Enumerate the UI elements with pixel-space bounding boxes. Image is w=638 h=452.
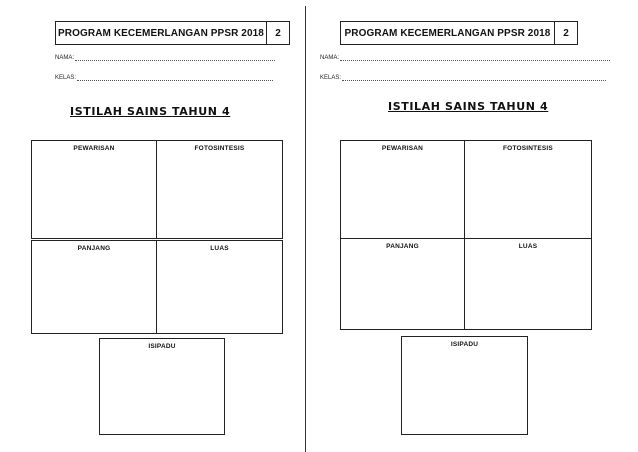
box-pewarisan[interactable] xyxy=(31,140,157,239)
class-field[interactable] xyxy=(320,75,606,81)
class-line[interactable] xyxy=(77,75,273,81)
name-label: NAMA: xyxy=(320,55,340,61)
name-field[interactable] xyxy=(55,55,275,61)
box-label: PEWARISAN xyxy=(381,145,424,152)
worksheet-heading: ISTILAH SAINS TAHUN 4 xyxy=(70,105,231,118)
box-label: ISIPADU xyxy=(450,341,479,348)
box-label: ISIPADU xyxy=(148,343,176,350)
class-line[interactable] xyxy=(342,75,606,81)
sheet-number: 2 xyxy=(275,27,281,39)
worksheet-header xyxy=(340,21,578,45)
worksheet-left xyxy=(0,0,318,452)
name-line[interactable] xyxy=(340,55,610,61)
box-isipadu[interactable] xyxy=(401,336,528,435)
box-label: FOTOSINTESIS xyxy=(194,145,245,152)
name-field[interactable] xyxy=(320,55,610,61)
program-title: PROGRAM KECEMERLANGAN PPSR 2018 xyxy=(56,22,267,44)
box-pewarisan[interactable] xyxy=(340,140,465,239)
box-luas[interactable] xyxy=(464,238,592,330)
box-label: LUAS xyxy=(518,243,538,250)
class-label: KELAS: xyxy=(55,75,77,81)
class-label: KELAS: xyxy=(320,75,342,81)
sheet-number: 2 xyxy=(563,27,569,39)
box-panjang[interactable] xyxy=(340,238,465,330)
box-label: PANJANG xyxy=(77,245,111,252)
worksheet-header xyxy=(55,21,290,45)
box-panjang[interactable] xyxy=(31,240,157,334)
box-isipadu[interactable] xyxy=(99,338,225,435)
box-fotosintesis[interactable] xyxy=(156,140,283,239)
box-label: PANJANG xyxy=(386,243,419,250)
class-field[interactable] xyxy=(55,75,273,81)
name-line[interactable] xyxy=(75,55,275,61)
box-label: LUAS xyxy=(210,245,229,252)
name-label: NAMA: xyxy=(55,55,75,61)
box-label: PEWARISAN xyxy=(73,145,115,152)
worksheet-heading: ISTILAH SAINS TAHUN 4 xyxy=(388,100,549,113)
box-luas[interactable] xyxy=(156,240,283,334)
worksheet-right xyxy=(320,0,638,452)
page-divider xyxy=(305,6,306,452)
box-label: FOTOSINTESIS xyxy=(503,145,553,152)
program-title: PROGRAM KECEMERLANGAN PPSR 2018 xyxy=(341,22,555,44)
box-fotosintesis[interactable] xyxy=(464,140,592,239)
